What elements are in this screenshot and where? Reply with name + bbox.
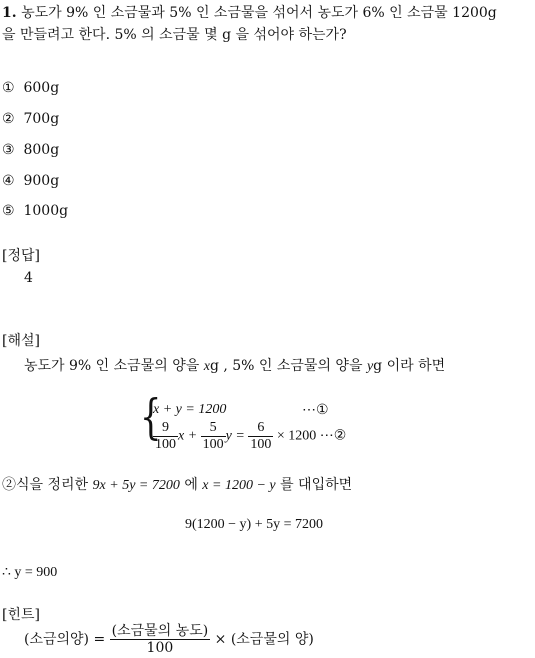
choice-text: 600g (23, 80, 60, 96)
choice-1[interactable] (2, 80, 59, 96)
choice-marker: ④ (2, 173, 15, 189)
var-x: x (203, 359, 210, 374)
hint-label: [힌트] (2, 607, 40, 623)
equation-1-tag: ⋯① (302, 403, 329, 418)
choice-text: 900g (23, 173, 60, 189)
hint-fraction: $\frac{\text{(소금물의 농도)}}{100}$ (111, 623, 209, 656)
hint-rhs: × (소금물의 양) (214, 631, 314, 648)
choice-3[interactable] (2, 142, 59, 158)
equation-2: $\frac{9}{100}$ x + $\frac{5}{100}$ y = $\frac{6}{100}$ × 1200 ⋯② (155, 420, 347, 452)
explanation-intro (24, 355, 445, 375)
question-line-1 (2, 2, 497, 22)
explanation-text: 농도가 9% 인 소금물의 양을 (24, 358, 200, 374)
explanation-text: ②식을 정리한 (2, 477, 89, 493)
explanation-text: g , 5% 인 소금물의 양을 (209, 358, 363, 374)
choice-marker: ③ (2, 142, 15, 158)
system-brace: { (140, 389, 162, 445)
fraction: $\frac{9}{100}$ (155, 420, 176, 452)
conclusion: ∴ y = 900 (2, 565, 58, 580)
question-number: 1. (2, 5, 17, 21)
choice-marker: ⑤ (2, 203, 15, 219)
explanation-text: 를 대입하면 (280, 477, 353, 493)
explanation-text: 에 (184, 477, 198, 493)
equation-inline: x = 1200 − y (202, 478, 276, 493)
question-text-1: 농도가 9% 인 소금물과 5% 인 소금물을 섞어서 농도가 6% 인 소금물 1200g (21, 5, 497, 21)
question-text-2: 을 만들려고 한다. 5% 의 소금물 몇 g 을 섞어야 하는가? (2, 27, 347, 43)
hint-lhs: (소금의양) = (24, 631, 106, 648)
choice-2[interactable] (2, 111, 59, 127)
choice-text: 700g (23, 111, 60, 127)
fraction: $\frac{6}{100}$ (250, 420, 272, 452)
answer-label: [정답] (2, 248, 40, 264)
explanation-text: g 이라 하면 (373, 358, 446, 374)
choice-4[interactable] (2, 173, 59, 189)
fraction: $\frac{5}{100}$ (202, 420, 224, 452)
explanation-label: [해설] (2, 333, 40, 349)
var-y: y (366, 359, 374, 374)
choice-5[interactable] (2, 203, 68, 219)
choice-text: 1000g (23, 203, 69, 219)
equation-1: x + y = 1200 (153, 402, 227, 417)
answer-value: 4 (24, 270, 33, 286)
equation-inline: 9x + 5y = 7200 (92, 478, 180, 493)
hint-formula (24, 623, 314, 656)
centered-equation: 9(1200 − y) + 5y = 7200 (185, 517, 324, 532)
choice-marker: ② (2, 111, 15, 127)
substitution-line (2, 474, 352, 494)
choice-text: 800g (23, 142, 60, 158)
choice-marker: ① (2, 80, 15, 96)
